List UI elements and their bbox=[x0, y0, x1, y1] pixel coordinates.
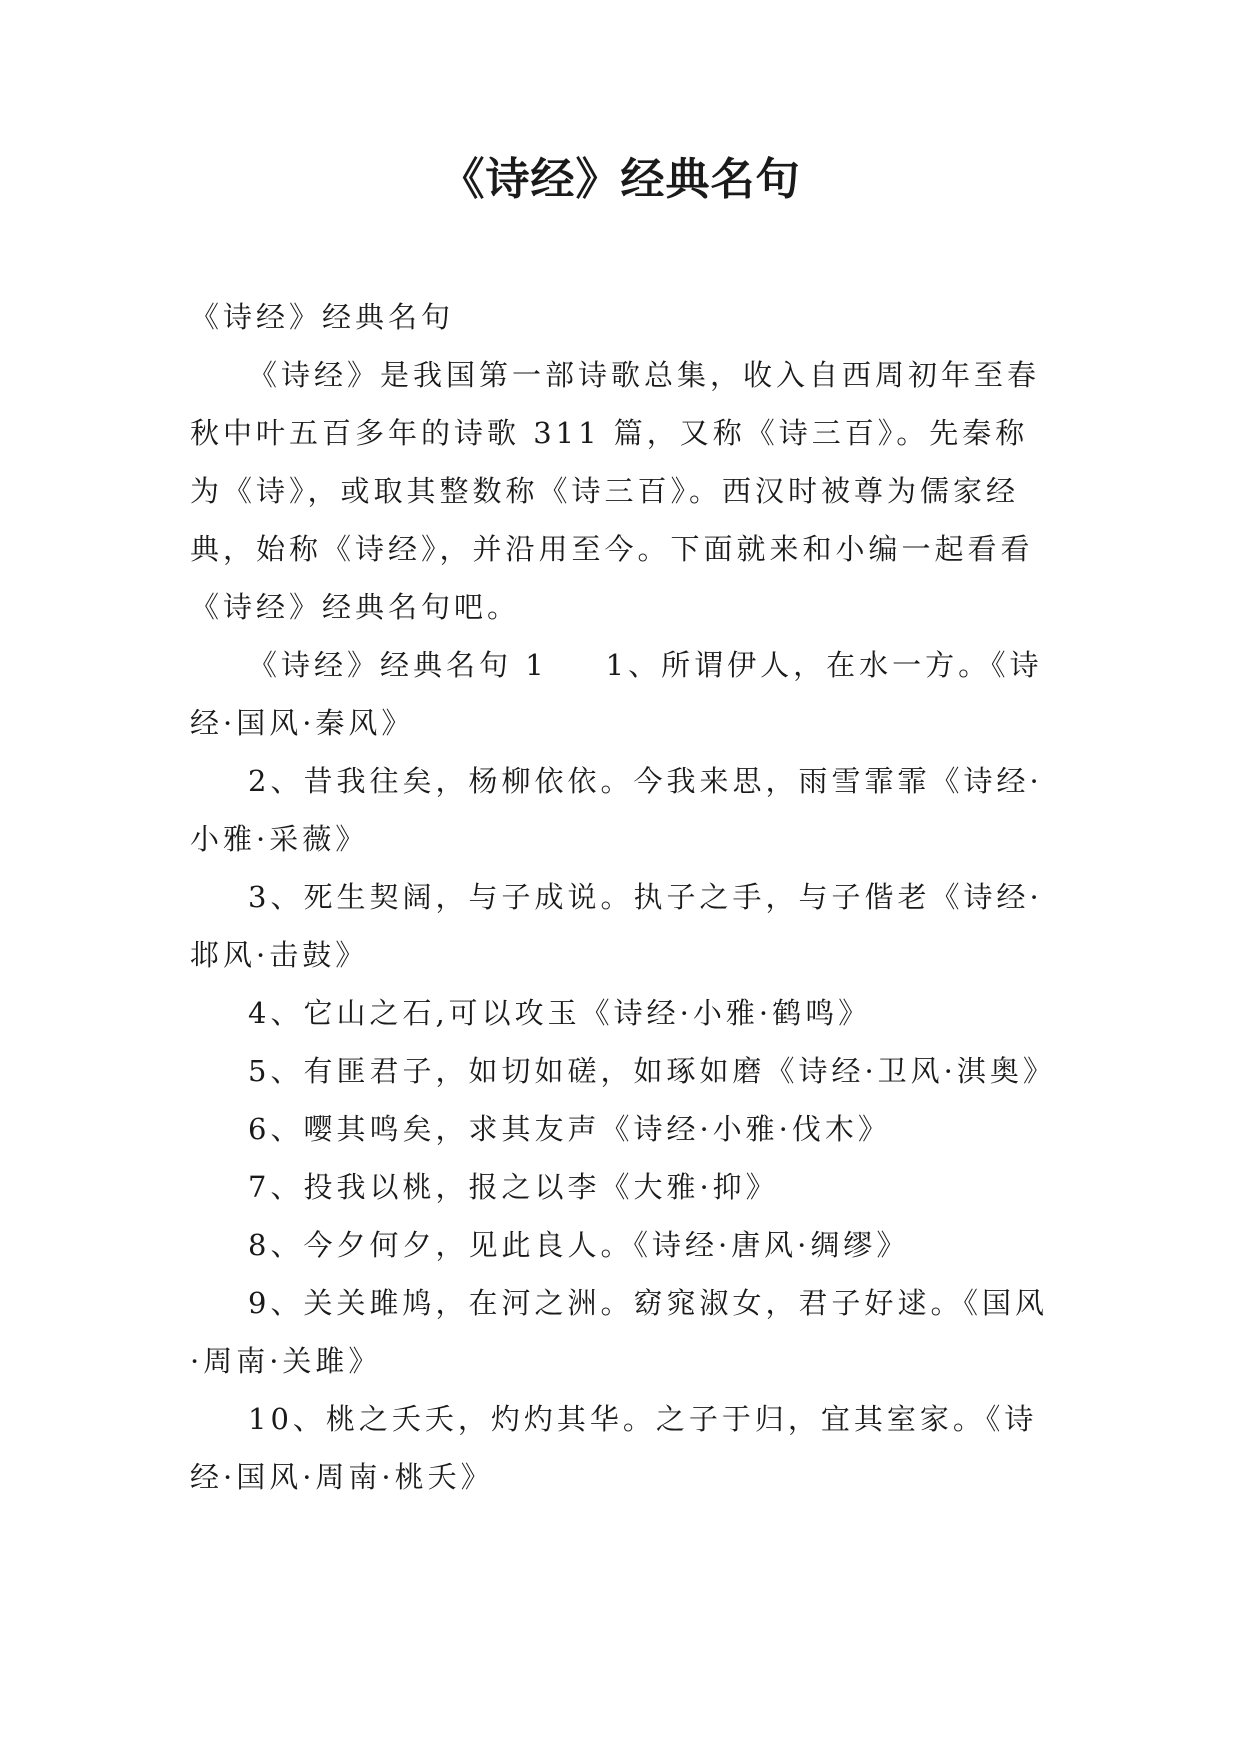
quote-2: 2、昔我往矣，杨柳依依。今我来思，雨雪霏霏《诗经·小雅·采薇》 bbox=[190, 764, 1043, 856]
section-first-line bbox=[190, 636, 1060, 752]
document-title: 《诗经》经典名句 bbox=[440, 154, 801, 205]
document-body bbox=[190, 288, 1060, 1506]
quote-1: 1、所谓伊人，在水一方。《诗经·国风·秦风》 bbox=[190, 648, 1043, 740]
quote-4: 4、它山之石,可以攻玉《诗经·小雅·鹤鸣》 bbox=[248, 996, 872, 1030]
intro-paragraph: 《诗经》是我国第一部诗歌总集，收入自西周初年至春秋中叶五百多年的诗歌 311 篇，又称《诗三百》。先秦称为《诗》，或取其整数称《诗三百》。西汉时被尊为儒家经典，始称《诗经》，并沿用至今。下面就来和小编一起看看《诗经》经典名句吧。 bbox=[190, 358, 1041, 624]
document-subtitle: 《诗经》经典名句 bbox=[190, 300, 455, 334]
quote-8: 8、今夕何夕，见此良人。《诗经·唐风·绸缪》 bbox=[248, 1228, 910, 1262]
quote-9: 9、关关雎鸠，在河之洲。窈窕淑女，君子好逑。《国风·周南·关雎》 bbox=[190, 1286, 1048, 1378]
quote-5: 5、有匪君子，如切如磋，如琢如磨《诗经·卫风·淇奥》 bbox=[248, 1054, 1056, 1088]
quote-7: 7、投我以桃，报之以李《大雅·抑》 bbox=[248, 1170, 779, 1204]
quote-10: 10、桃之夭夭，灼灼其华。之子于归，宜其室家。《诗经·国风·周南·桃夭》 bbox=[190, 1402, 1038, 1494]
section-heading: 《诗经》经典名句 1 bbox=[248, 648, 548, 682]
quote-6: 6、嘤其鸣矣，求其友声《诗经·小雅·伐木》 bbox=[248, 1112, 891, 1146]
quote-3: 3、死生契阔，与子成说。执子之手，与子偕老《诗经·邶风·击鼓》 bbox=[190, 880, 1043, 972]
